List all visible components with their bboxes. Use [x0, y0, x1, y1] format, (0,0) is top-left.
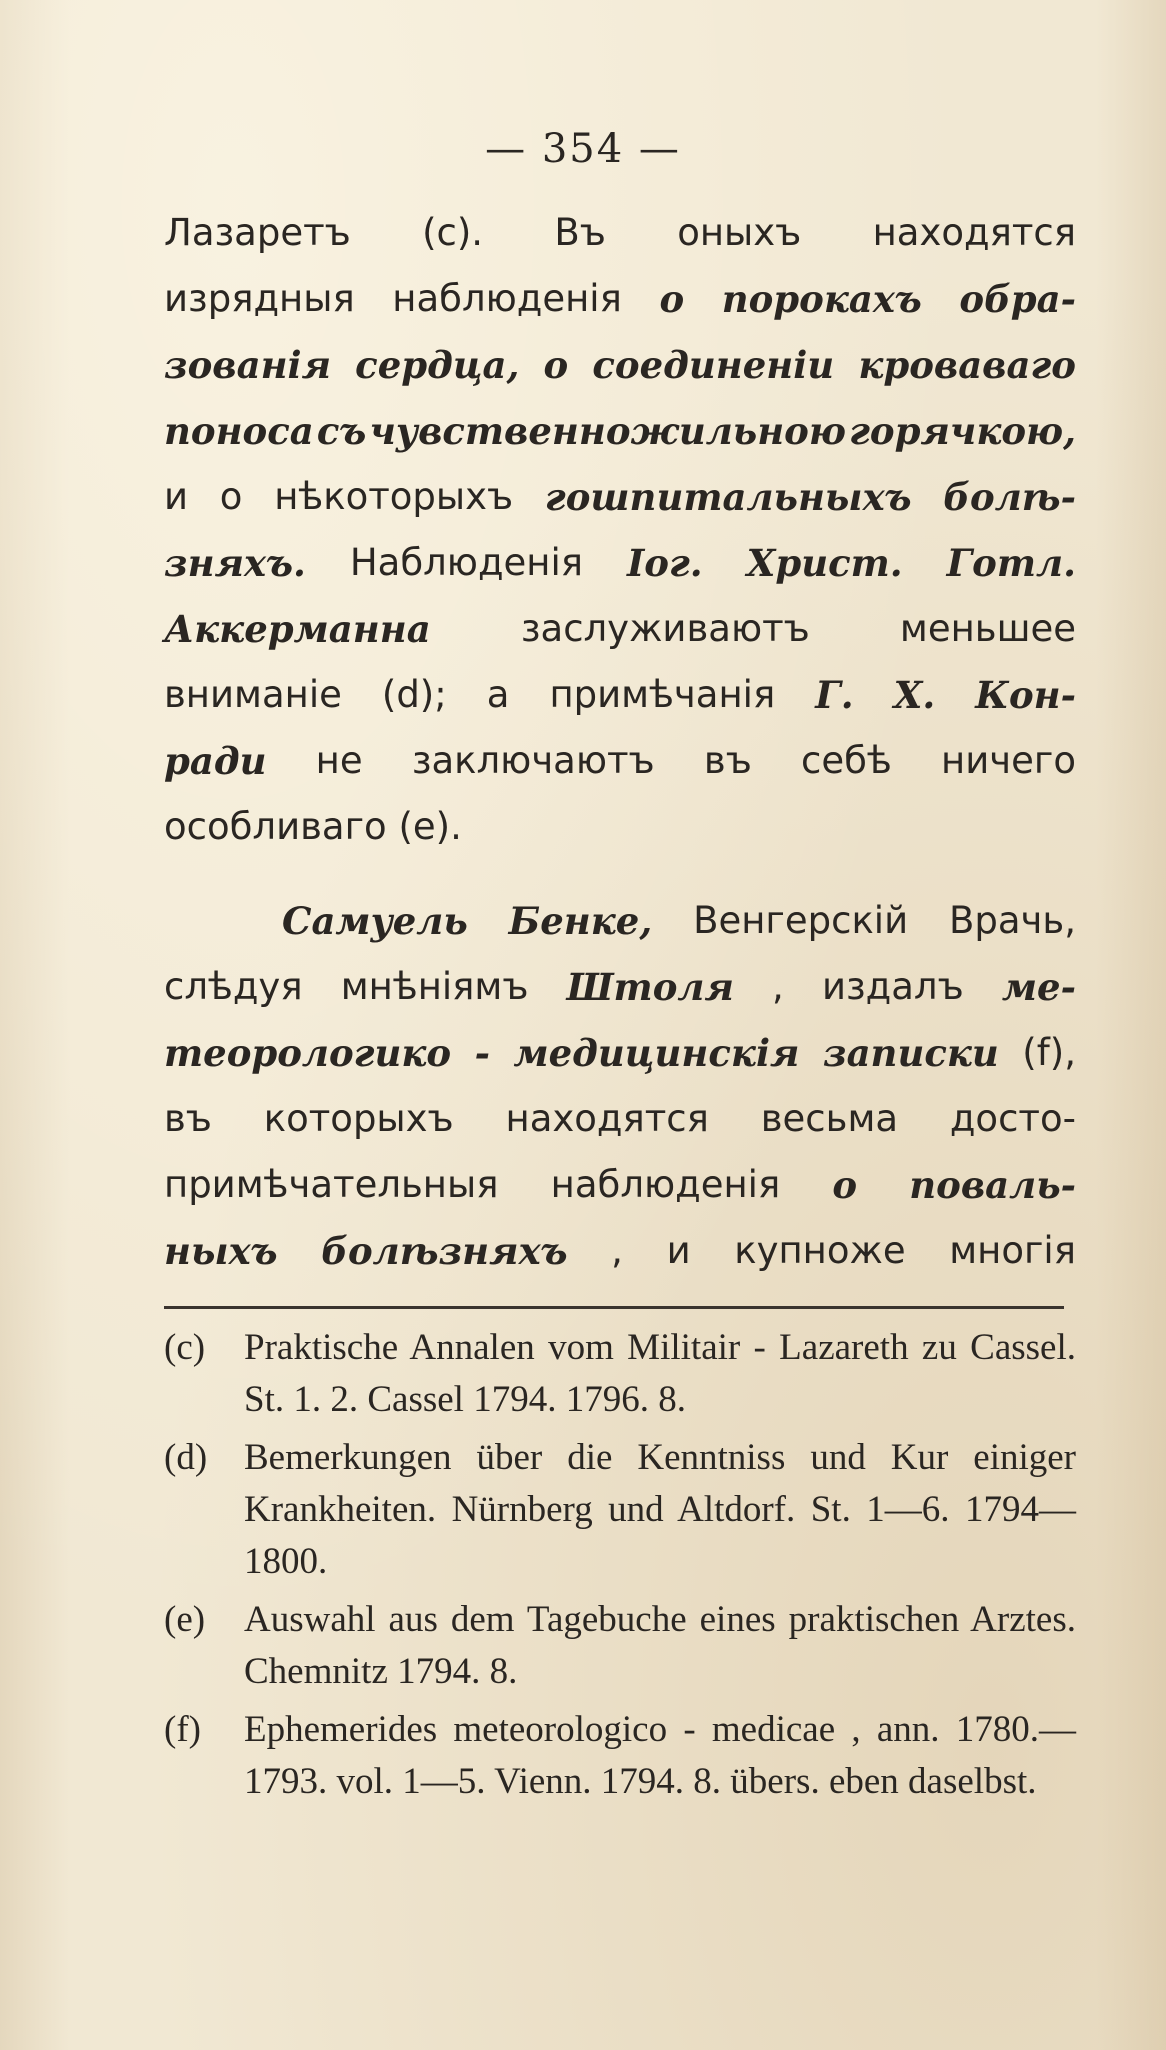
- text-line: [164, 530, 1076, 596]
- word-italic: Христ.: [746, 541, 903, 585]
- word-italic: соединеніи: [592, 343, 835, 387]
- word: изрядныя: [164, 277, 355, 320]
- word-italic: Самуель: [282, 899, 468, 943]
- word-italic: Кон-: [975, 673, 1076, 717]
- footnote-text: Praktische Annalen vom Militair - Lazareth zu Cassel. St. 1. 2. Cassel 1794. 1796. 8.: [244, 1327, 1076, 1420]
- word: примѣчательныя: [164, 1163, 499, 1206]
- word-italic: ради: [164, 739, 267, 783]
- word: и: [164, 475, 189, 518]
- footnote-text: Ephemerides meteorologico - medicae , ann. 1780.—1793. vol. 1—5. Vienn. 1794. 8. übers. eben daselbst.: [244, 1709, 1076, 1802]
- footnote-mark: (d): [164, 1437, 208, 1478]
- word: заключаютъ: [411, 739, 655, 782]
- text-line: [164, 398, 1076, 464]
- word-italic: Х.: [893, 673, 936, 717]
- word: вниманіе: [164, 673, 342, 716]
- word: весьма: [760, 1097, 899, 1140]
- word: Лазаретъ: [164, 211, 351, 254]
- word-italic: зованія: [164, 343, 332, 387]
- word: (e).: [398, 805, 462, 848]
- text-line: [164, 464, 1076, 530]
- word-italic: -: [474, 1031, 490, 1075]
- word-italic: болѣ-: [943, 475, 1076, 519]
- word: о: [219, 475, 243, 518]
- word: (d);: [381, 673, 447, 716]
- main-text: [164, 200, 1076, 1284]
- word: ,: [772, 965, 784, 1008]
- word: и: [666, 1229, 691, 1272]
- text-line: [164, 1086, 1076, 1152]
- footnote-mark: (f): [164, 1709, 201, 1750]
- text-line: [164, 728, 1076, 794]
- word-italic: поноса: [164, 409, 314, 453]
- footnotes: [164, 1322, 1076, 1814]
- word: многія: [949, 1229, 1076, 1272]
- footnote-text: Bemerkungen über die Kenntniss und Kur einiger Krankheiten. Nürnberg und Altdorf. St. 1—6. 1794—1800.: [244, 1437, 1076, 1582]
- word: которыхъ: [263, 1097, 454, 1140]
- word-italic: зняхъ.: [164, 541, 306, 585]
- word: себѣ: [801, 739, 892, 782]
- word: примѣчанія: [549, 673, 776, 716]
- word-italic: поваль-: [909, 1163, 1076, 1207]
- word-italic: Г.: [815, 673, 854, 717]
- text-line: [164, 200, 1076, 266]
- word: слѣдуя: [164, 965, 303, 1008]
- word-italic: чувственножильною: [369, 409, 846, 453]
- word-italic: теорологико: [164, 1031, 452, 1075]
- word-italic: сердца,: [355, 343, 520, 387]
- text-line: [164, 596, 1076, 662]
- word-italic: Аккерманна: [164, 607, 431, 651]
- paragraph-gap: [164, 860, 1076, 888]
- footnote-f: [164, 1704, 1076, 1808]
- text-line: [164, 662, 1076, 728]
- word: нѣкоторыхъ: [274, 475, 514, 518]
- word: купноже: [734, 1229, 906, 1272]
- word: Венгерскій: [693, 899, 909, 942]
- word-italic: о: [543, 343, 569, 387]
- word: не: [315, 739, 363, 782]
- text-line: [164, 1218, 1076, 1284]
- text-line: [164, 794, 1076, 860]
- word: досто-: [949, 1097, 1076, 1140]
- word-italic: медицинскія: [513, 1031, 800, 1075]
- word: оныхъ: [677, 211, 802, 254]
- word: ничего: [941, 739, 1076, 782]
- word: ,: [611, 1229, 623, 1272]
- word-italic: Бенке,: [508, 899, 653, 943]
- word: наблюденія: [392, 277, 622, 320]
- word-italic: кроваваго: [858, 343, 1076, 387]
- word: издалъ: [821, 965, 964, 1008]
- word: Врачь,: [948, 899, 1076, 942]
- footnote-mark: (e): [164, 1599, 206, 1640]
- word-italic: горячкою,: [849, 409, 1076, 453]
- text-line: [164, 1020, 1076, 1086]
- footnote-text: Auswahl aus dem Tagebuche eines praktischen Arztes. Chemnitz 1794. 8.: [244, 1599, 1076, 1692]
- word-italic: о: [659, 277, 685, 321]
- word-italic: ме-: [1001, 965, 1076, 1009]
- word: Наблюденія: [349, 541, 584, 584]
- word: особливаго: [164, 805, 387, 848]
- word: находятся: [872, 211, 1076, 254]
- text-line: [164, 266, 1076, 332]
- footnote-e: [164, 1594, 1076, 1698]
- footnote-d: [164, 1432, 1076, 1588]
- word-italic: съ: [316, 409, 367, 453]
- word: заслуживаютъ: [520, 607, 810, 650]
- word-italic: болѣзняхъ: [321, 1229, 568, 1273]
- word: а: [486, 673, 510, 716]
- word: мнѣніямъ: [340, 965, 529, 1008]
- word: (f),: [1022, 1031, 1076, 1074]
- word-italic: о: [832, 1163, 858, 1207]
- page-number: — 354 —: [485, 126, 681, 172]
- word-italic: гошпитальныхъ: [544, 475, 912, 519]
- footnote-c: [164, 1322, 1076, 1426]
- text-line: [164, 954, 1076, 1020]
- word: наблюденія: [550, 1163, 781, 1206]
- text-line: [164, 332, 1076, 398]
- text-line: [164, 888, 1076, 954]
- text-line: [164, 1152, 1076, 1218]
- word: находятся: [505, 1097, 709, 1140]
- word: Въ: [554, 211, 606, 254]
- word-italic: ныхъ: [164, 1229, 278, 1273]
- word: (c).: [422, 211, 484, 254]
- word: меньшее: [899, 607, 1076, 650]
- footnote-mark: (c): [164, 1327, 206, 1368]
- word: въ: [703, 739, 752, 782]
- word-italic: записки: [822, 1031, 999, 1075]
- footnote-divider: [164, 1306, 1064, 1309]
- word-italic: Іог.: [626, 541, 703, 585]
- word-italic: обра-: [959, 277, 1076, 321]
- word-italic: Готл.: [946, 541, 1076, 585]
- word: въ: [164, 1097, 212, 1140]
- word-italic: порокахъ: [721, 277, 922, 321]
- word-italic: Штоля: [566, 965, 734, 1009]
